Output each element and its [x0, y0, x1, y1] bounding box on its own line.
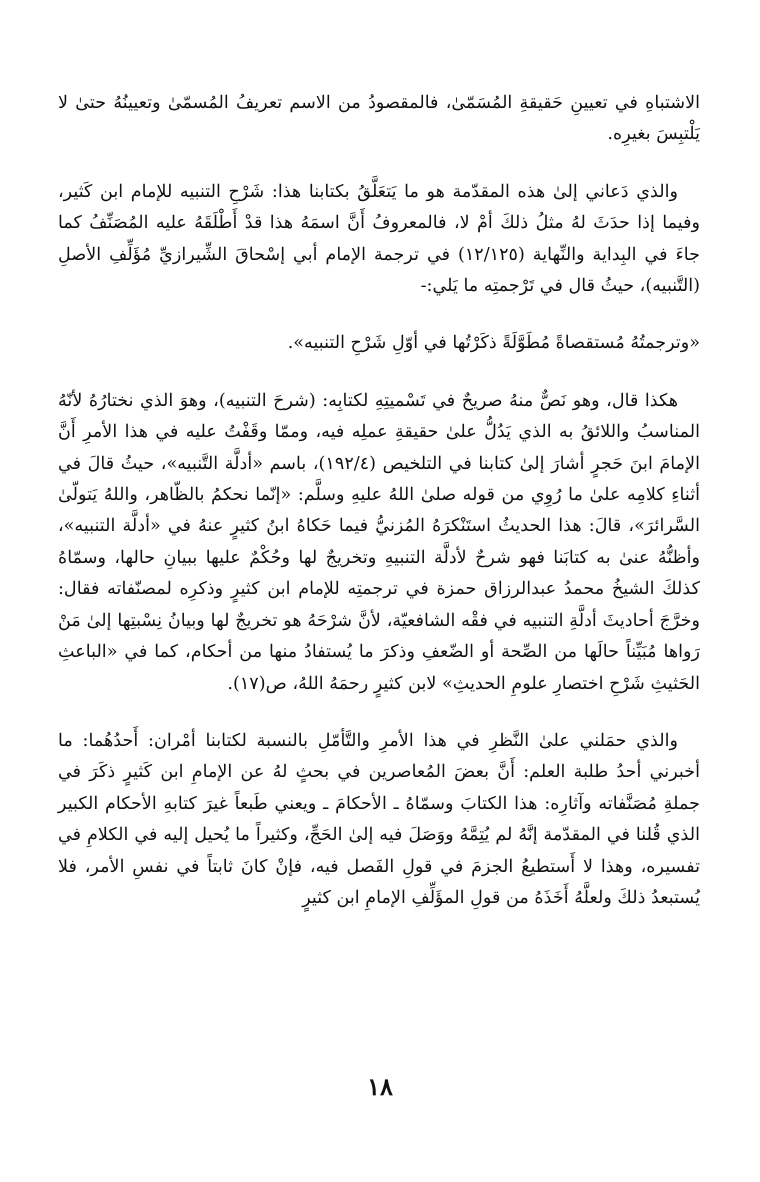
paragraph-quotation: «وترجمتُهُ مُستقصاةً مُطَوَّلَةً ذكَرْتُها في أوّلِ شَرْحِ التنبيه».	[287, 333, 700, 354]
document-page	[58, 88, 700, 940]
paragraph-reasons: والذي حمَلني علىٰ النَّظرِ في هذا الأمرِ والتَّأمّلِ بالنسبة لكتابنا أمْران: أَحدُهُما: ما أخبرني أحدُ طلبة العلم: أَنَّ بعضَ المُعاصرين في بحثٍ لهُ عن الإمامِ ابن كَثيرٍ ذكَرَ في جملةِ مُصَنَّفاته وآثارِه: هذا الكتابَ وسمّاهُ ـ الأحكامَ ـ ويعني طَبعاً غيرَ كتابهِ الأحكام الكبير الذي قُلنا في المقدّمة إنَّهُ لم يُتِمَّهُ ووَصَلَ فيه إلىٰ الحَجِّ، وكثيراً ما يُحيل إليه في الكلامِ في تفسيره، وهذا لا أَستطيعُ الجزمَ في قولِ الفَصل فيه، فإنْ كانَ ثابتاً في نفسِ الأمر، فلا يُستبعدُ ذلكَ ولعلَّهُ أَخَذَهُ من قولِ المؤَلِّفِ الإمامِ ابن كثيرٍ	[58, 730, 700, 908]
paragraph-naming-evidence: هكذا قال، وهو نَصٌّ منهُ صريحٌ في تَسْميتِهِ لكتابِه: (شرحَ التنبيه)، وهوَ الذي نختارُهُ لأنّهُ المناسبُ واللائقُ به الذي يَدُلُّ علىٰ حقيقةِ عملِه فيه، وممّا وقَفْتُ عليه في هذا الأمرِ أَنَّ الإمامَ ابنَ حَجرٍ أشارَ إلىٰ كتابنا في التلخيص (١٩٢/٤)، باسم «أدلَّة التَّنبيه»، حيثُ قالَ في أثناءِ كلامِه علىٰ ما رُوِي من قوله صلىٰ اللهُ عليهِ وسلَّم: «إنّما نحكمُ بالظّاهر، واللهُ يَتولّىٰ السَّرائرَ»، قالَ: هذا الحديثُ استَنْكرَهُ المُزنيُّ فيما حَكاهُ ابنُ كثيرٍ عنهُ في «أدلَّة التنبيه»، وأظنُّهُ عنىٰ به كتابَنا فهو شرحٌ لأدلَّة التنبيهِ وتخريجٌ لها وحُكْمٌ عليها ببيانِ حالها، وسمّاهُ كذلكَ الشيخُ محمدُ عبدالرزاق حمزة في ترجمتِه للإمام ابن كثيرٍ وذكرِه لمصنّفاته فقال: وخرَّجَ أحاديثَ أدلَّةِ التنبيه في فقْه الشافعيّة، لأنَّ شرْحَهُ هو تخريجٌ لها وبيانُ نِسْبتِها إلىٰ مَنْ رَواها مُبَيِّناً حالَها من الصِّحة أو الضّعفِ وذكرَ ما يُستفادُ منها من أحكام، كما في «الباعثِ الحَثيثِ شَرْحِ اختصارِ علومِ الحديثِ» لابن كثيرٍ رحمَهُ اللهُ، ص(١٧).	[58, 390, 700, 694]
paragraph-intro-continuation: الاشتباهِ في تعيينِ حَقيقةِ المُسَمّىٰ، فالمقصودُ من الاسم تعريفُ المُسمّىٰ وتعيينُهُ حتىٰ لا يَلْتبِسَ بغيرِه.	[58, 93, 700, 145]
page-number: ١٨	[367, 1072, 393, 1101]
paragraph-book-title-context: والذي دَعاني إلىٰ هذه المقدّمة هو ما يَتعَلَّقُ بكتابنا هذا: شَرْحِ التنبيه للإمام ابن كَثير، وفيما إذا حدَثَ لهُ مثلُ ذلكَ أمْ لا، فالمعروفُ أَنَّ اسمَهُ هذا قدْ أَطْلَقَهُ عليه المُصَنِّفُ كما جاءَ في البِداية والنِّهاية (١٢/١٢٥) في ترجمة الإمام أبي إسْحاقَ الشِّيرازيِّ مُؤَلِّفِ الأصلِ (التَّنبيه)، حيثُ قال في تَرْجمتِه ما يَلي:-	[58, 181, 700, 297]
